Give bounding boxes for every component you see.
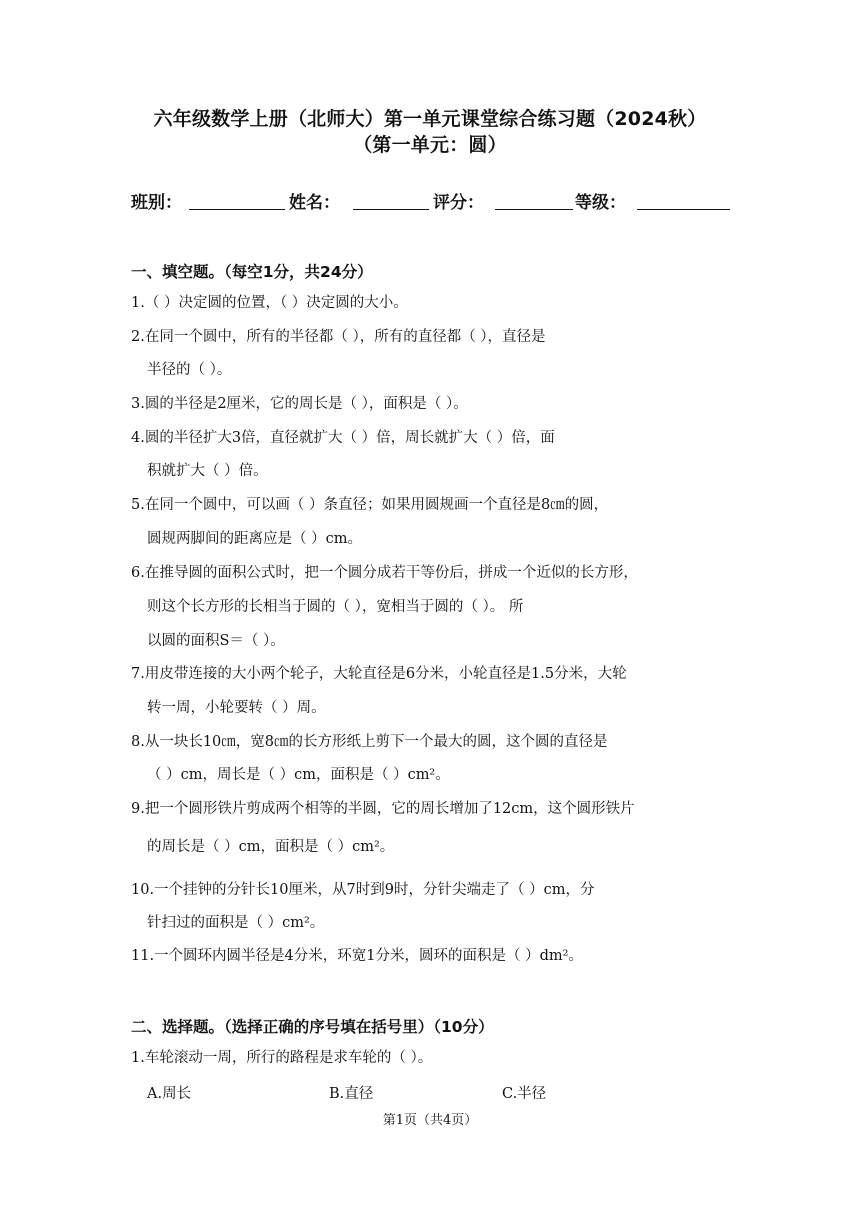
question-line: 7.用皮带连接的大小两个轮子，大轮直径是6分米，小轮直径是1.5分米，大轮 bbox=[131, 666, 627, 682]
score-blank[interactable] bbox=[495, 209, 573, 210]
name-label: 姓名： bbox=[289, 193, 340, 213]
class-label: 班别： bbox=[131, 193, 182, 213]
grade-label: 等级： bbox=[575, 193, 626, 213]
question-line: 的周长是（ ）cm，面积是（ ）cm²。 bbox=[147, 839, 395, 855]
question-line: 圆规两脚间的距离应是（ ）cm。 bbox=[147, 531, 362, 547]
worksheet-subtitle: （第一单元：圆） bbox=[353, 134, 507, 156]
question-line: 11.一个圆环内圆半径是4分米，环宽1分米，圆环的面积是（ ）dm²。 bbox=[131, 948, 583, 964]
question-line: 4.圆的半径扩大3倍，直径就扩大（ ）倍，周长就扩大（ ）倍，面 bbox=[131, 430, 555, 446]
question-line: 积就扩大（ ）倍。 bbox=[147, 463, 268, 479]
question-line: 9.把一个圆形铁片剪成两个相等的半圆，它的周长增加了12cm，这个圆形铁片 bbox=[131, 801, 635, 817]
question-line: 2.在同一个圆中，所有的半径都（ ），所有的直径都（ ），直径是 bbox=[131, 329, 546, 345]
option-b: B.直径 bbox=[329, 1086, 374, 1102]
question-line: 半径的（ ）。 bbox=[147, 362, 232, 378]
section2-heading: 二、选择题。（选择正确的序号填在括号里）（10分） bbox=[131, 1018, 494, 1036]
question-line: 针扫过的面积是（ ）cm²。 bbox=[147, 915, 325, 931]
question-line: 10.一个挂钟的分针长10厘米，从7时到9时，分针尖端走了（ ）cm，分 bbox=[131, 882, 595, 898]
worksheet-title: 六年级数学上册（北师大）第一单元课堂综合练习题（2024秋） bbox=[153, 108, 707, 130]
question-line: 则这个长方形的长相当于圆的（ ），宽相当于圆的（ ）。 所 bbox=[147, 599, 524, 615]
question-line: （ ）cm，周长是（ ）cm，面积是（ ）cm²。 bbox=[147, 767, 450, 783]
section1-heading: 一、填空题。（每空1分，共24分） bbox=[131, 263, 373, 281]
question-line: 以圆的面积S＝（ ）。 bbox=[147, 633, 285, 649]
question-line: 8.从一块长10㎝，宽8㎝的长方形纸上剪下一个最大的圆，这个圆的直径是 bbox=[131, 734, 608, 750]
question-line: 6.在推导圆的面积公式时，把一个圆分成若干等份后，拼成一个近似的长方形， bbox=[131, 565, 638, 581]
student-info-row bbox=[131, 188, 731, 214]
class-blank[interactable] bbox=[189, 209, 285, 210]
grade-blank[interactable] bbox=[637, 209, 730, 210]
option-a: A.周长 bbox=[147, 1086, 192, 1102]
question-line: 1.（ ）决定圆的位置，（ ）决定圆的大小。 bbox=[131, 295, 408, 311]
question-line: 转一周，小轮要转（ ）周。 bbox=[147, 700, 326, 716]
option-c: C.半径 bbox=[502, 1086, 547, 1102]
question-line: 1.车轮滚动一周，所行的路程是求车轮的（ ）。 bbox=[131, 1050, 433, 1066]
score-label: 评分： bbox=[433, 193, 484, 213]
question-line: 5.在同一个圆中，可以画（ ）条直径；如果用圆规画一个直径是8㎝的圆， bbox=[131, 497, 609, 513]
question-line: 3.圆的半径是2厘米，它的周长是（ ），面积是（ ）。 bbox=[131, 396, 468, 412]
name-blank[interactable] bbox=[353, 209, 429, 210]
page-number: 第1页（共4页） bbox=[382, 1113, 478, 1128]
